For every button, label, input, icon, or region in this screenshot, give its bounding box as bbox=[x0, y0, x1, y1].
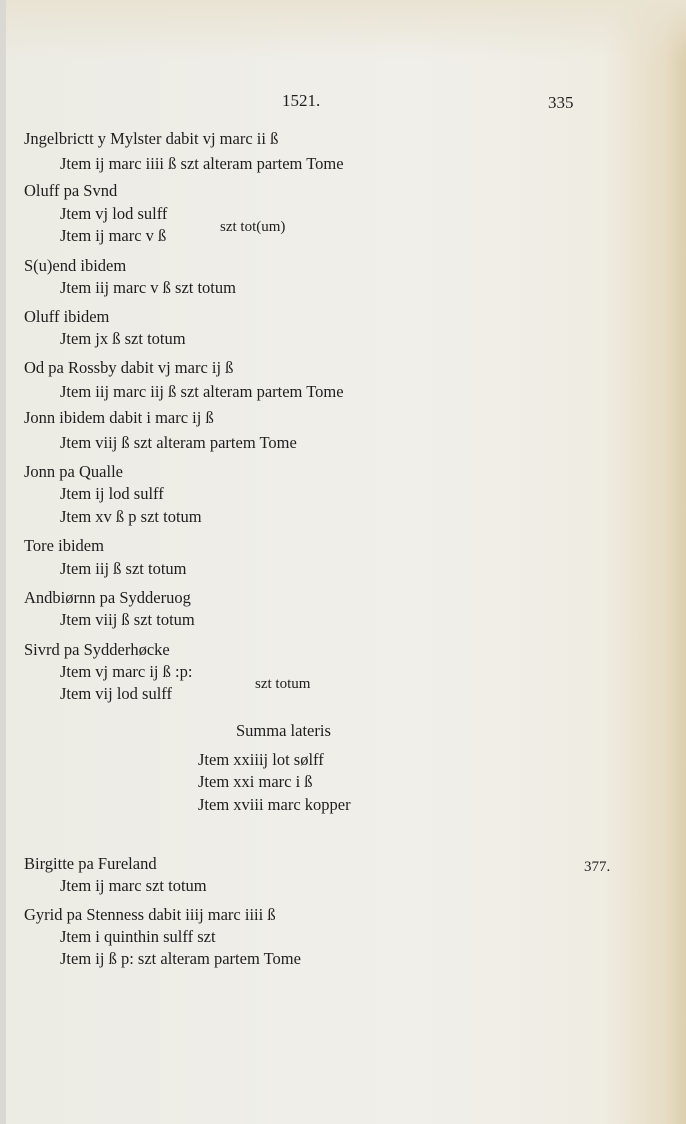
page-edge bbox=[0, 0, 6, 1124]
entry-item: Jtem ij ß p: szt alteram partem Tome bbox=[60, 949, 301, 968]
entry-item: Jtem ij lod sulff bbox=[60, 484, 164, 503]
entry-name: Jonn pa Qualle bbox=[24, 462, 123, 481]
entry-item: Jtem iij ß szt totum bbox=[60, 559, 187, 578]
entry-name: Oluff pa Svnd bbox=[24, 181, 118, 200]
entry-item: Jtem i quinthin sulff szt bbox=[60, 927, 216, 946]
summa-title: Summa lateris bbox=[236, 721, 331, 740]
entry-item: Jtem vj marc ij ß :p: bbox=[60, 662, 193, 681]
entry-item: Jtem iij marc v ß szt totum bbox=[60, 278, 236, 297]
bracket-note: szt totum bbox=[255, 676, 311, 692]
entry-item: Jtem xv ß p szt totum bbox=[60, 507, 202, 526]
entry-item: Jtem ij marc szt totum bbox=[60, 876, 207, 895]
entry-name: Od pa Rossby dabit vj marc ij ß bbox=[24, 358, 234, 377]
entry-item: Jtem jx ß szt totum bbox=[60, 329, 186, 348]
page-number: 335 bbox=[548, 93, 574, 112]
entry-item: Jtem ij marc v ß bbox=[60, 226, 167, 245]
summa-item: Jtem xxiiij lot sølff bbox=[198, 750, 324, 769]
entry-name: Oluff ibidem bbox=[24, 307, 110, 326]
entry-item: Jtem ij marc iiii ß szt alteram partem Tome bbox=[60, 154, 344, 173]
entry-name: Tore ibidem bbox=[24, 536, 104, 555]
entry-name: Gyrid pa Stenness dabit iiij marc iiii ß bbox=[24, 905, 276, 924]
entry-name: Sivrd pa Sydderhøcke bbox=[24, 640, 170, 659]
entry-item: Jtem vj lod sulff bbox=[60, 204, 168, 223]
entry-item: Jtem iij marc iij ß szt alteram partem Tome bbox=[60, 382, 344, 401]
summa-item: Jtem xviii marc kopper bbox=[198, 795, 351, 814]
entry-item: Jtem viij ß szt alteram partem Tome bbox=[60, 433, 297, 452]
paper-stain bbox=[0, 0, 686, 60]
entry-name: Andbiørnn pa Sydderuog bbox=[24, 588, 191, 607]
margin-number: 377. bbox=[584, 859, 611, 875]
entry-name: Birgitte pa Fureland bbox=[24, 854, 157, 873]
entry-item: Jtem vij lod sulff bbox=[60, 684, 172, 703]
entry-name: Jngelbrictt y Mylster dabit vj marc ii ß bbox=[24, 129, 279, 148]
entry-name: S(u)end ibidem bbox=[24, 256, 127, 275]
running-head-year: 1521. bbox=[282, 91, 321, 110]
entry-name: Jonn ibidem dabit i marc ij ß bbox=[24, 408, 214, 427]
bracket-note: szt tot(um) bbox=[220, 219, 286, 235]
summa-item: Jtem xxi marc i ß bbox=[198, 772, 313, 791]
entry-item: Jtem viij ß szt totum bbox=[60, 610, 195, 629]
